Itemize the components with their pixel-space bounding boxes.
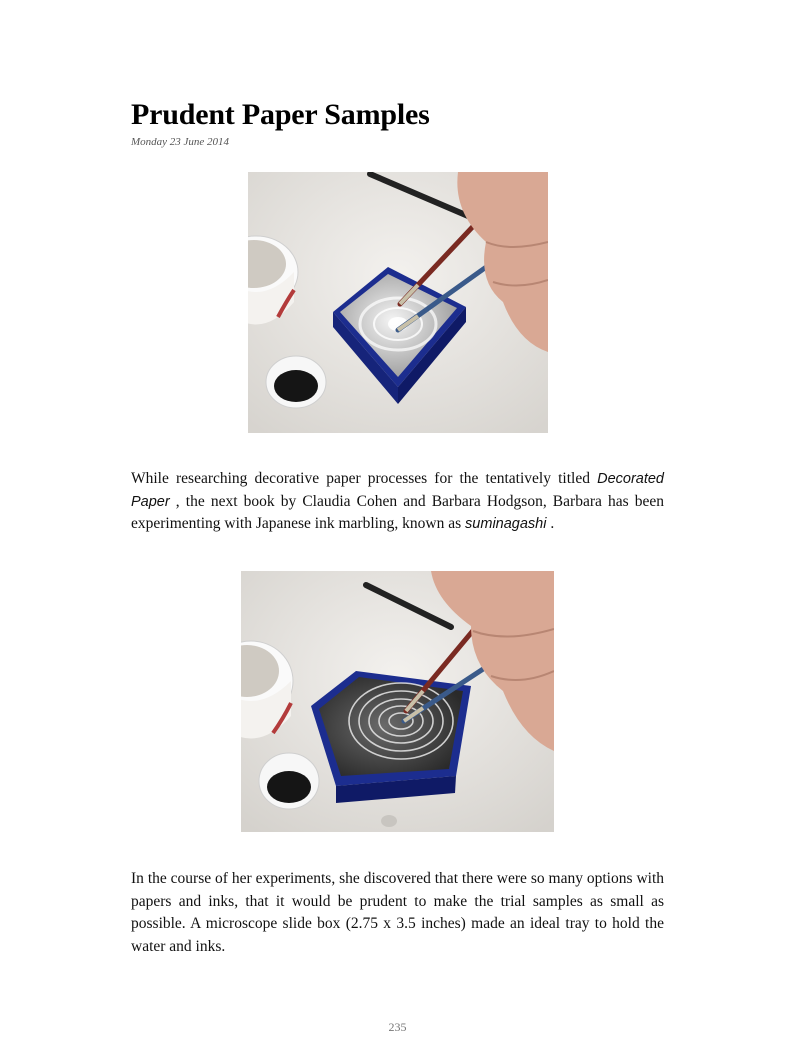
paragraph-intro — [131, 468, 664, 536]
suminagashi-term: suminagashi — [465, 516, 547, 532]
paragraph-intro-text-a: While researching decorative paper processes for the tentatively titled — [131, 470, 598, 487]
page-title: Prudent Paper Samples — [131, 98, 430, 131]
post-date: Monday 23 June 2014 — [131, 136, 230, 148]
suminagashi-photo-2 — [241, 571, 554, 832]
paragraph-experiments: In the course of her experiments, she discovered that there were so many options with papers and inks, that it would be prudent to make the trial samples as small as possible. A microscope slide box (2.75 x 3.5 inches) made an ideal tray to hold the water and inks. — [131, 870, 664, 955]
paragraph-intro-text-b: , the next book by Claudia Cohen and Barbara Hodgson, Barbara has been experimenting with Japanese ink marbling, known as — [131, 492, 664, 532]
suminagashi-photo-1 — [248, 172, 548, 433]
page-number: 235 — [388, 1020, 407, 1034]
paragraph-intro-text-c: . — [546, 515, 555, 532]
book-title: Decorated Paper — [131, 471, 664, 510]
